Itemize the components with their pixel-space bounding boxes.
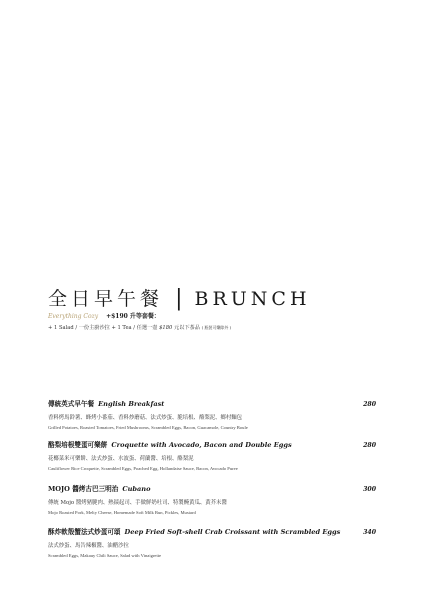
promo-tea-desc: 元以下茶品: [173, 325, 200, 331]
subtitle-italic: Everything Cozy: [48, 313, 99, 320]
item-desc-en: Cauliflower Rice Croquette, Scrambled Eggs, Poached Egg, Hollandaise Sauce, Bacon, Avocado Puree: [48, 466, 238, 471]
menu-item: [48, 526, 376, 558]
item-desc-zh: 傳統 Mojo 醬烤豬腱肉、熱燄起司、手做鮮奶吐司、特製醃黃瓜、黃芥末醬: [48, 500, 227, 506]
item-price: 280: [363, 442, 376, 449]
item-name-zh: 酪梨培根雙蛋可樂餅: [48, 441, 108, 449]
item-desc-zh: 花椰菜米可樂餅、法式炒蛋、水波蛋、荷蘭醬、培根、酪梨泥: [48, 456, 194, 462]
item-desc-zh: 法式炒蛋、馬告辣椒醬、油醋沙拉: [48, 543, 129, 549]
item-desc-zh: 香料烤馬鈴薯、蜂烤小番茄、香料炒蘑菇、法式炒蛋、脆培根、酪梨泥、鄉村麵包: [48, 415, 243, 421]
item-desc-en: Scrambled Eggs, Makauy Chili Sauce, Salad with Vinaigrette: [48, 553, 162, 558]
item-name: [48, 483, 150, 493]
item-desc-en: Grilled Potatoes, Roasted Tomatoes, Fried Mushrooms, Scrambled Eggs, Bacon, Guacamole, Country Boule: [48, 425, 248, 430]
item-name-zh: MOJO 醬烤古巴三明治: [48, 485, 119, 493]
item-name: [48, 439, 292, 449]
item-name-zh: 傳統英式早午餐: [48, 400, 95, 408]
promo-line: [48, 311, 160, 320]
promo-price: +$190 升等套餐：: [106, 313, 160, 320]
menu-item: [48, 439, 376, 471]
item-price: 300: [363, 486, 376, 493]
item-name: [48, 526, 340, 536]
item-price: 340: [363, 529, 376, 536]
item-name-en: Cubano: [122, 485, 151, 493]
promo-description: [48, 324, 231, 331]
item-name-en: English Breakfast: [98, 400, 165, 408]
promo-desc-text: + 1 Salad / 一份主廚沙拉 + 1 Tea / 任選一壺: [48, 325, 158, 331]
menu-item: [48, 483, 376, 515]
promo-tea-price: $180: [159, 325, 173, 331]
promo-note: ( 瓶裝可樂除外 ): [201, 325, 232, 330]
item-name-en: Deep Fried Soft-shell Crab Croissant with Scrambled Eggs: [124, 528, 341, 536]
page-title: [48, 284, 311, 311]
item-desc-en: Mojo Roasted Pork, Melty Cheese, Homemade Soft Milk Bun, Pickles, Mustard: [48, 510, 196, 515]
menu-item: [48, 398, 376, 430]
title-separator: |: [175, 286, 183, 311]
title-chinese: 全日早午餐: [48, 288, 164, 310]
item-name-zh: 酥炸軟殼蟹法式炒蛋可頌: [48, 528, 121, 536]
item-price: 280: [363, 401, 376, 408]
item-name: [48, 398, 164, 408]
title-english: BRUNCH: [194, 288, 311, 310]
item-name-en: Croquette with Avocado, Bacon and Double Eggs: [111, 441, 292, 449]
